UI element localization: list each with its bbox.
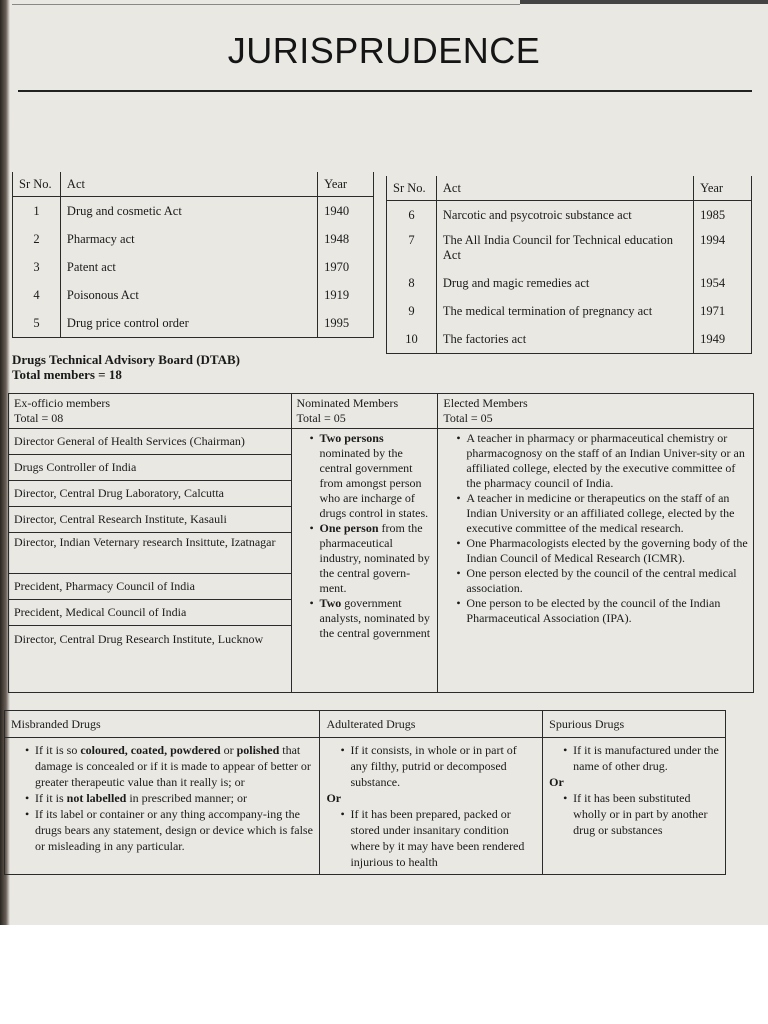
list-item: • A teacher in medicine or therapeutics on the staff of an Indian University or an affiliated college, elected by the executive committee of the medical research. xyxy=(466,491,748,536)
act-cell: Narcotic and psycotroic substance act xyxy=(436,201,693,230)
misbranded-list xyxy=(23,742,313,854)
act-cell: The factories act xyxy=(436,325,693,354)
list-item: • Two government analysts, nominated by the central government xyxy=(320,596,433,641)
spurious-cell xyxy=(543,738,726,875)
adulterated-list-2 xyxy=(338,806,536,870)
table-header-row xyxy=(387,176,752,201)
year-cell: 1995 xyxy=(318,309,374,338)
or-label: Or xyxy=(326,791,342,805)
header-sr: Sr No. xyxy=(13,172,61,197)
adulterated-list xyxy=(338,742,536,790)
table-header-row xyxy=(13,172,374,197)
or-label: Or xyxy=(549,775,564,789)
header-act: Act xyxy=(60,172,317,197)
table-header-row xyxy=(9,394,754,429)
nominated-list xyxy=(308,431,433,641)
sr-cell: 8 xyxy=(387,269,437,297)
list-item: • If it has been substituted wholly or in part by another drug or substances xyxy=(573,790,719,838)
act-cell: Drug price control order xyxy=(60,309,317,338)
year-cell: 1970 xyxy=(318,253,374,281)
acts-table-left xyxy=(12,172,374,338)
table-row xyxy=(387,325,752,354)
exofficio-member: Director, Central Drug Research Institute, Lucknow xyxy=(9,626,292,693)
drug-classification-table xyxy=(4,710,726,875)
sr-cell: 1 xyxy=(13,197,61,226)
spurious-list-2 xyxy=(561,790,719,838)
year-cell: 1940 xyxy=(318,197,374,226)
spurious-list xyxy=(561,742,719,774)
act-cell: Drug and magic remedies act xyxy=(436,269,693,297)
sr-cell: 4 xyxy=(13,281,61,309)
year-cell: 1948 xyxy=(318,225,374,253)
sr-cell: 7 xyxy=(387,229,437,269)
header-act: Act xyxy=(436,176,693,201)
title-rule xyxy=(18,90,752,92)
nominated-header xyxy=(291,394,438,429)
act-cell: The All India Council for Technical education Act xyxy=(436,229,693,269)
header-year: Year xyxy=(318,172,374,197)
list-item: • If it is manufactured under the name of other drug. xyxy=(573,742,719,774)
elected-header xyxy=(438,394,754,429)
list-item: • If its label or container or any thing accompany-ing the drugs bears any statement, design or device which is false or misleading in any particular. xyxy=(35,806,313,854)
elected-list xyxy=(454,431,748,626)
acts-table-right xyxy=(386,176,752,354)
table-row xyxy=(387,229,752,269)
exofficio-member: Precident, Pharmacy Council of India xyxy=(9,574,292,600)
list-item: • One person to be elected by the council of the Indian Pharmaceutical Association (IPA). xyxy=(466,596,748,626)
table-row xyxy=(387,201,752,230)
table-row xyxy=(13,309,374,338)
table-row xyxy=(387,269,752,297)
year-cell: 1985 xyxy=(694,201,752,230)
table-row xyxy=(13,225,374,253)
table-row xyxy=(5,738,726,875)
table-header-row xyxy=(5,711,726,738)
exofficio-member: Director, Central Drug Laboratory, Calcutta xyxy=(9,481,292,507)
sr-cell: 5 xyxy=(13,309,61,338)
act-cell: Patent act xyxy=(60,253,317,281)
exofficio-member: Precident, Medical Council of India xyxy=(9,600,292,626)
exofficio-member: Director, Indian Veternary research Insittute, Izatnagar xyxy=(9,533,292,574)
header-sr: Sr No. xyxy=(387,176,437,201)
nominated-cell xyxy=(291,429,438,693)
table-row xyxy=(13,281,374,309)
table-row xyxy=(13,197,374,226)
list-item: • Two persons nominated by the central government from amongst person who are incharge of drugs control in states. xyxy=(320,431,433,521)
table-row xyxy=(13,253,374,281)
sr-cell: 10 xyxy=(387,325,437,354)
year-cell: 1919 xyxy=(318,281,374,309)
sr-cell: 6 xyxy=(387,201,437,230)
exofficio-member: Drugs Controller of India xyxy=(9,455,292,481)
act-cell: Poisonous Act xyxy=(60,281,317,309)
elected-title: Elected Members xyxy=(443,396,528,410)
sr-cell: 3 xyxy=(13,253,61,281)
table-row xyxy=(387,297,752,325)
adulterated-header: Adulterated Drugs xyxy=(320,711,543,738)
list-item: • If it consists, in whole or in part of any filthy, putrid or decomposed substance. xyxy=(350,742,536,790)
exofficio-member: Director General of Health Services (Chairman) xyxy=(9,429,292,455)
page-title: JURISPRUDENCE xyxy=(227,30,541,71)
list-item: • One person elected by the council of the central medical association. xyxy=(466,566,748,596)
year-cell: 1971 xyxy=(694,297,752,325)
list-item: • If it is so coloured, coated, powdered or polished that damage is concealed or if it is made to appear of better or greater therapeutic value than it really is; or xyxy=(35,742,313,790)
dtab-heading: Drugs Technical Advisory Board (DTAB) xyxy=(12,352,241,367)
dtab-table xyxy=(8,393,754,693)
elected-cell xyxy=(438,429,754,693)
list-item: • If it has been prepared, packed or stored under insanitary condition where by it may have been rendered injurious to health xyxy=(350,806,536,870)
top-edge-line xyxy=(12,4,520,5)
dtab-heading-block xyxy=(12,352,240,382)
top-edge-bar xyxy=(520,0,768,4)
exofficio-header xyxy=(9,394,292,429)
dtab-total: Total members = 18 xyxy=(12,367,122,382)
list-item: • One person from the pharmaceutical industry, nominated by the central govern-ment. xyxy=(320,521,433,596)
act-cell: Drug and cosmetic Act xyxy=(60,197,317,226)
year-cell: 1949 xyxy=(694,325,752,354)
table-row xyxy=(9,429,754,455)
list-item: • A teacher in pharmacy or pharmaceutical chemistry or pharmacognosy on the staff of an Indian Univer-sity or an affiliated college, elected by the executive committee of the pharmacy council of India. xyxy=(466,431,748,491)
nominated-total: Total = 05 xyxy=(296,411,346,425)
list-item: • If it is not labelled in prescribed manner; or xyxy=(35,790,313,806)
adulterated-cell xyxy=(320,738,543,875)
nominated-title: Nominated Members xyxy=(296,396,399,410)
misbranded-header: Misbranded Drugs xyxy=(5,711,320,738)
sr-cell: 9 xyxy=(387,297,437,325)
sr-cell: 2 xyxy=(13,225,61,253)
header-year: Year xyxy=(694,176,752,201)
elected-total: Total = 05 xyxy=(443,411,493,425)
exofficio-member: Director, Central Research Institute, Kasauli xyxy=(9,507,292,533)
year-cell: 1994 xyxy=(694,229,752,269)
year-cell: 1954 xyxy=(694,269,752,297)
exofficio-title: Ex-officio members xyxy=(14,396,111,410)
exofficio-total: Total = 08 xyxy=(14,411,64,425)
act-cell: Pharmacy act xyxy=(60,225,317,253)
list-item: • One Pharmacologists elected by the governing body of the Indian Council of Medical Research (ICMR). xyxy=(466,536,748,566)
misbranded-cell xyxy=(5,738,320,875)
act-cell: The medical termination of pregnancy act xyxy=(436,297,693,325)
spurious-header: Spurious Drugs xyxy=(543,711,726,738)
